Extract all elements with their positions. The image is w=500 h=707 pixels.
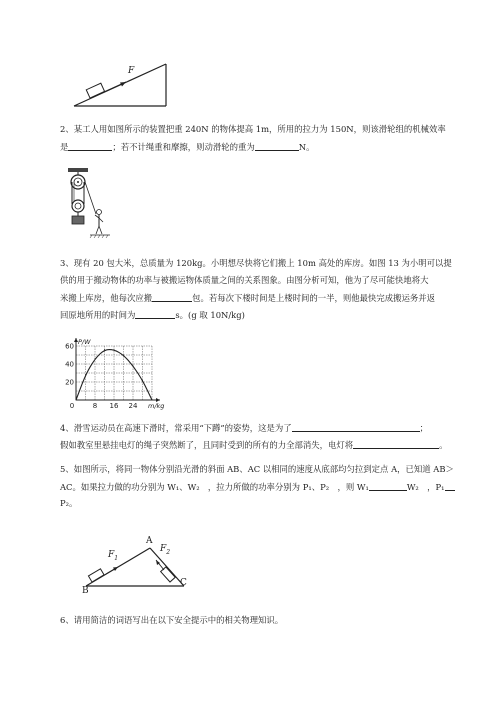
efficiency-blank[interactable] (68, 141, 112, 151)
question-4-line-1: 4、滑雪运动员在高速下滑时，常采用“下蹲”的姿势，这是为了 ； (60, 423, 429, 433)
question-6-line-1: 6、请用简洁的词语写出在以下安全提示中的相关物理知识。 (60, 615, 284, 625)
question-3-line-1: 3、现有 20 包大米，总质量为 120kg。小明想尽快将它们搬上 10m 高处的库房。如图 13 为小明可以提 (60, 258, 452, 268)
data-point (142, 380, 143, 381)
squat-purpose-blank[interactable] (292, 422, 420, 432)
total-time-blank[interactable] (135, 309, 175, 319)
question-3-line-2: 供的用于搬动物体的功率与被搬运物体质量之间的关系图象。由图分析可知，他为了尽可能快地将大 (60, 275, 429, 285)
question-5-line-2: AC。如果拉力做的功分别为 W₁、W₂ ，拉力所做的功率分别为 P₁、P₂ ，则 W₁ W₂ ，P₁ (60, 481, 455, 493)
y-tick-label: 40 (65, 360, 74, 369)
force-f1-label: $F_1$ (108, 550, 119, 562)
x-axis-label: m/kg (148, 402, 165, 410)
data-point (95, 358, 96, 359)
x-tick-label: 8 (92, 402, 98, 410)
pulley-system-figure (66, 168, 112, 244)
y-tick-label: 60 (65, 342, 74, 351)
data-point (104, 349, 105, 350)
question-5-line-1: 5、如图所示，将同一物体分别沿光滑的斜面 AB、AC 以相同的速度从底部均匀拉到定点 A，已知道 AB＞ (60, 464, 454, 474)
pulley-weight-blank[interactable] (255, 141, 299, 151)
incline-force-figure (70, 60, 170, 110)
vertex-b-label: B (82, 586, 89, 596)
vertex-c-label: C (180, 578, 187, 588)
vertex-a-label: A (146, 536, 153, 546)
question-3-line-3: 米搬上库房，他每次应搬 包。若每次下楼时间是上楼时间的一半，则他最快完成搬运务并返 (60, 293, 435, 303)
power-compare-blank[interactable] (445, 481, 455, 491)
question-5-line-3: P₂。 (60, 498, 78, 508)
x-tick-label: 0 (69, 402, 75, 410)
bags-per-trip-blank[interactable] (152, 292, 192, 302)
work-compare-blank[interactable] (369, 481, 407, 491)
force-f2-label: $F_2$ (160, 544, 171, 556)
data-point (114, 349, 115, 350)
y-axis-label: P/W (78, 338, 91, 346)
question-2-line-1: 2、某工人用如图所示的装置把重 240N 的物体提高 1m，所用的拉力为 150N，则该滑轮组的机械效率 (60, 124, 446, 134)
force-label-f: F (128, 66, 135, 76)
x-tick-label: 16 (109, 402, 119, 410)
data-point (133, 365, 134, 366)
lamp-motion-blank[interactable] (353, 439, 439, 449)
double-incline-figure (80, 538, 190, 598)
data-point (123, 355, 124, 356)
chart-axes (74, 338, 164, 410)
data-point (152, 400, 153, 401)
data-point (76, 400, 77, 401)
power-mass-chart (60, 334, 170, 410)
x-tick-label: 24 (128, 402, 138, 410)
data-point (85, 374, 86, 375)
y-tick-label: 20 (65, 378, 74, 387)
question-3-line-4: 回原地所用的时间为 s。(g 取 10N/kg) (60, 310, 245, 320)
question-2-line-2: 是 ；若不计绳重和摩擦，则动滑轮的重为 N。 (60, 142, 315, 152)
question-4-line-2: 假如教室里悬挂电灯的绳子突然断了，且同时受到的所有的力全部消失，电灯将 。 (60, 440, 448, 450)
